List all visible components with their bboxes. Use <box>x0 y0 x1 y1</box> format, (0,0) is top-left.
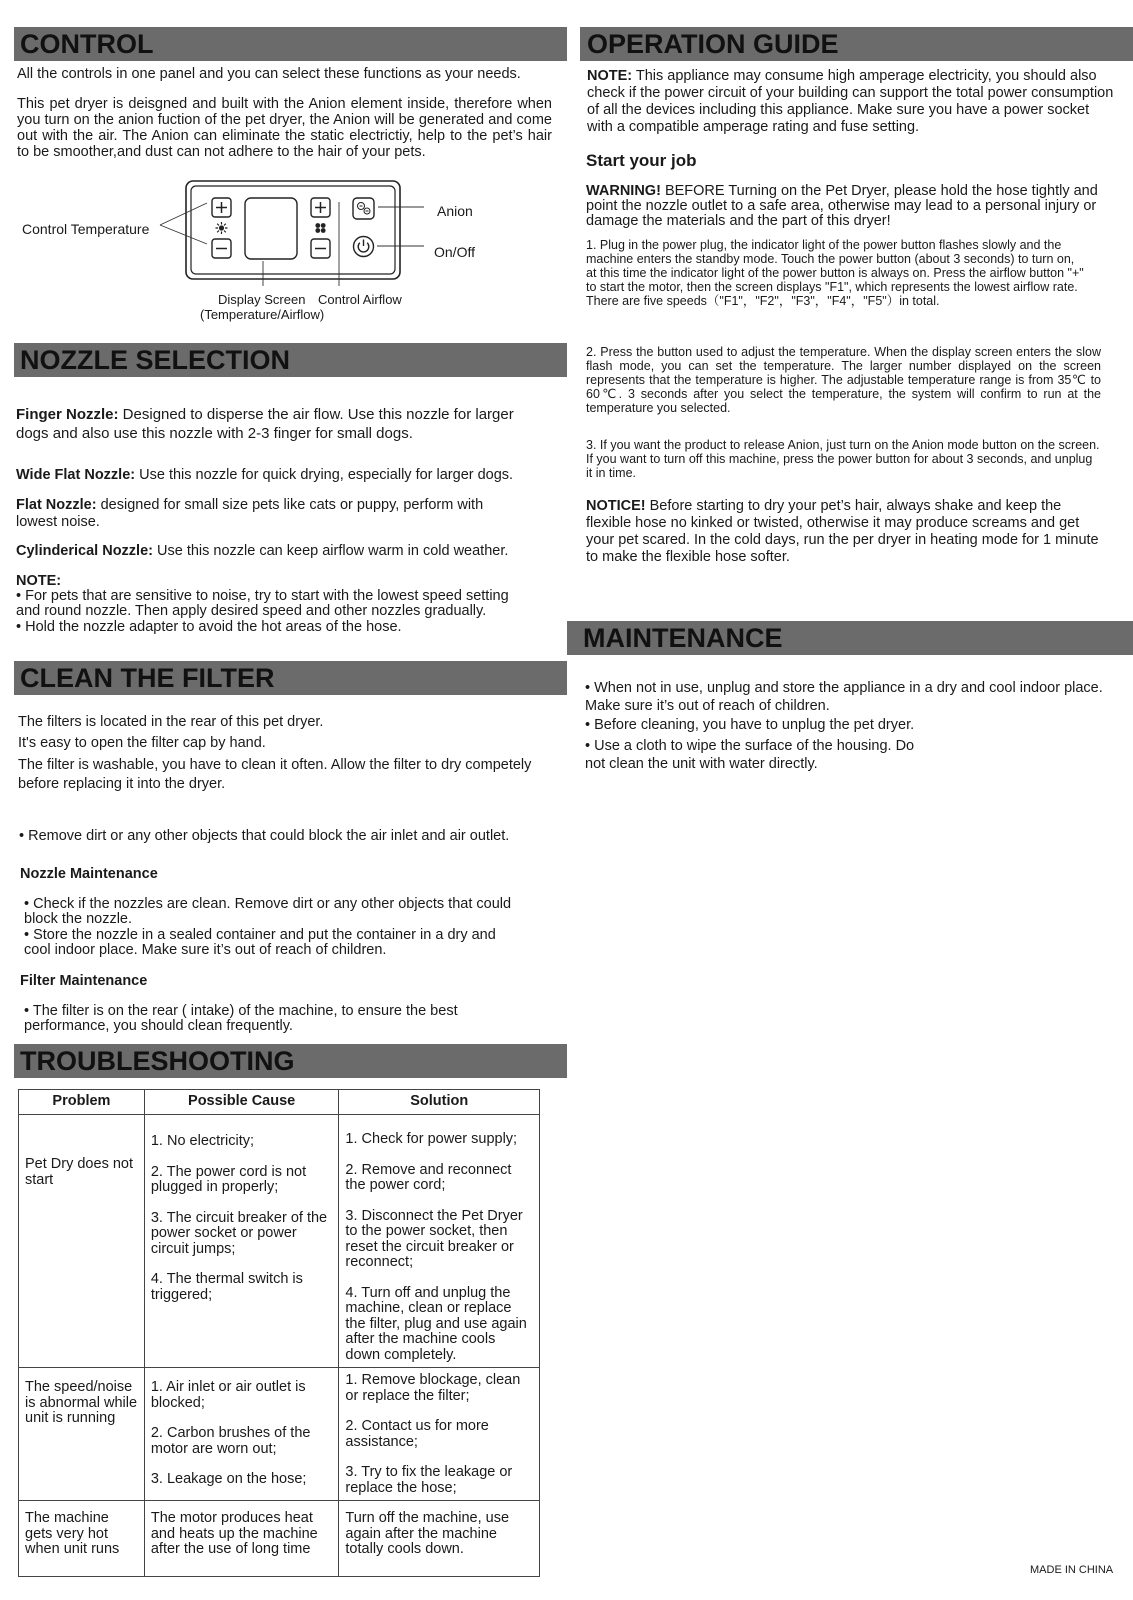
start-your-job-title: Start your job <box>586 151 697 170</box>
cylinderical-nozzle-text <box>16 543 556 559</box>
cause-item: The motor produces heat and heats up the machine after the use of long time <box>150 1510 318 1557</box>
solution-item: 1. Check for power supply; <box>345 1131 518 1147</box>
maintenance-item-1: • When not in use, unplug and store the appliance in a dry and cool indoor place. Make sure it’s out of reach of children. <box>585 679 1105 715</box>
maintenance-item-2: • Before cleaning, you have to unplug the pet dryer. <box>585 717 1105 733</box>
flat-nozzle-title: Flat Nozzle: <box>16 497 97 513</box>
filter-location-text: The filters is located in the rear of this pet dryer. <box>18 714 324 730</box>
solution-item: 4. Turn off and unplug the machine, clean or replace the filter, plug and use again after the machine cools down completely. <box>345 1284 527 1363</box>
label-anion: Anion <box>437 203 473 219</box>
notice-text <box>586 498 1106 566</box>
notice-title: NOTICE! <box>586 498 646 514</box>
nozzle-maintenance-item-2: • Store the nozzle in a sealed container and put the container in a dry and cool indoor place. Make sure it’s out of reach of children. <box>24 928 524 958</box>
problem-cell <box>19 1368 145 1501</box>
solution-item: 1. Remove blockage, clean or replace the filter; <box>345 1372 521 1404</box>
table-header-row <box>19 1090 540 1115</box>
maintenance-item-3: • Use a cloth to wipe the surface of the housing. Do not clean the unit with water directly. <box>585 737 925 773</box>
wide-flat-nozzle-desc: Use this nozzle for quick drying, especially for larger dogs. <box>135 467 514 483</box>
nozzle-note-2: • Hold the nozzle adapter to avoid the hot areas of the hose. <box>16 620 536 635</box>
operation-step-3: 3. If you want the product to release Anion, just turn on the Anion mode button on the screen. If you want to turn off this machine, press the power button for about 3 seconds, and unplug it in time. <box>586 438 1100 480</box>
operation-note-title: NOTE: <box>587 68 633 84</box>
warning-text <box>586 184 1101 229</box>
label-display-screen: Display Screen <box>218 292 306 307</box>
operation-step-2: 2. Press the button used to adjust the temperature. When the display screen enters the slow flash mode, you can set the temperature. The larger number displayed on the screen represents that the temperature is higher. The adjustable temperature range is from 35℃ to 60℃. 3 seconds after you select the temperature, the system will confirm to run at the temperature you selected. <box>586 345 1101 415</box>
wide-flat-nozzle-title: Wide Flat Nozzle: <box>16 467 136 483</box>
column-header-problem: Problem <box>19 1090 145 1115</box>
label-on-off: On/Off <box>434 244 475 260</box>
operation-note-text <box>587 68 1117 136</box>
cause-cell <box>144 1368 339 1501</box>
operation-step-1: 1. Plug in the power plug, the indicator light of the power button flashes slowly and the machine enters the standby mode. Touch the power button (about 3 seconds) to turn on, at this time the indicator light of the power button is always on. Press the airflow button "+" to start the motor, then the screen displays "F1", which represents the lowest airflow rate. There are five speeds（"F1"，"F2"，"F3"，"F4"，"F5"）in total. <box>586 238 1084 308</box>
notice-desc: Before starting to dry your pet’s hair, always shake and keep the flexible hose no kinked or twisted, otherwise it may produce screams and get your pet scared. In the cold days, run the per dryer in heating mode for 1 minute to make the flexible hose softer. <box>586 498 1099 565</box>
finger-nozzle-title: Finger Nozzle: <box>16 406 119 423</box>
control-intro: All the controls in one panel and you can select these functions as your needs. <box>17 66 521 82</box>
table-row <box>19 1501 540 1577</box>
column-header-solution: Solution <box>339 1090 540 1115</box>
filter-remove-dirt-text: • Remove dirt or any other objects that could block the air inlet and air outlet. <box>19 828 564 844</box>
problem-text: The machine gets very hot when unit runs <box>25 1510 120 1557</box>
filter-maintenance-title: Filter Maintenance <box>20 973 148 989</box>
label-control-temperature: Control Temperature <box>22 221 150 237</box>
solution-item: 2. Remove and reconnect the power cord; <box>345 1161 512 1193</box>
cause-item: 3. The circuit breaker of the power socket or power circuit jumps; <box>150 1209 328 1257</box>
column-header-possible-cause: Possible Cause <box>144 1090 339 1115</box>
nozzle-maintenance-item-1: • Check if the nozzles are clean. Remove dirt or any other objects that could block the nozzle. <box>24 897 544 927</box>
solution-item: 3. Disconnect the Pet Dryer to the power socket, then reset the circuit breaker or reconnect; <box>345 1207 523 1270</box>
finger-nozzle-text <box>16 405 546 443</box>
problem-cell <box>19 1115 145 1368</box>
flat-nozzle-text <box>16 497 526 531</box>
operation-guide-header: OPERATION GUIDE <box>580 27 1133 61</box>
cause-item: 1. Air inlet or air outlet is blocked; <box>150 1379 306 1411</box>
solution-item: Turn off the machine, use again after the machine totally cools down. <box>345 1510 510 1557</box>
cause-item: 4. The thermal switch is triggered; <box>150 1271 303 1303</box>
label-display-screen-sub: (Temperature/Airflow) <box>200 307 325 322</box>
warning-title: WARNING! <box>586 183 661 199</box>
solution-cell <box>339 1115 540 1368</box>
control-anion-description: This pet dryer is deisgned and built with the Anion element inside, therefore when you turn on the anion fuction of the pet dryer, the Anion will be generated and come out with the air. The Anion can eliminate the static electrictiy, help to the pet’s hair to be smoother,and dust can not adhere to the hair of your pets. <box>17 96 552 160</box>
cause-cell <box>144 1115 339 1368</box>
cause-cell <box>144 1501 339 1577</box>
label-control-airflow: Control Airflow <box>318 292 402 307</box>
filter-cap-text: It's easy to open the filter cap by hand. <box>18 735 266 751</box>
cylinderical-nozzle-title: Cylinderical Nozzle: <box>16 543 153 559</box>
filter-washable-text: The filter is washable, you have to clean it often. Allow the filter to dry competely before replacing it into the dryer. <box>18 757 532 792</box>
problem-text: The speed/noise is abnormal while unit is running <box>25 1379 138 1426</box>
maintenance-header: MAINTENANCE <box>567 621 1133 655</box>
wide-flat-nozzle-text <box>16 467 556 483</box>
warning-desc: BEFORE Turning on the Pet Dryer, please hold the hose tightly and point the nozzle outlet to a safe area, otherwise may lead to a personal injury or damage the materials and the part of this dryer! <box>586 183 1098 229</box>
problem-text: Pet Dry does not start <box>25 1156 133 1188</box>
table-row <box>19 1368 540 1501</box>
nozzle-selection-header: NOZZLE SELECTION <box>14 343 567 377</box>
finger-nozzle-desc: Designed to disperse the air flow. Use this nozzle for larger dogs and also use this nozzle with 2-3 finger for small dogs. <box>16 406 514 442</box>
operation-note-desc: This appliance may consume high amperage electricity, you should also check if the power circuit of your building can support the total power consumption of all the devices including this appliance. Make sure you have a power socket with a compatible amperage rating and fuse setting. <box>587 68 1114 135</box>
clean-filter-header: CLEAN THE FILTER <box>14 661 567 695</box>
solution-item: 2. Contact us for more assistance; <box>345 1418 489 1450</box>
solution-cell <box>339 1501 540 1577</box>
filter-maintenance-item-1: • The filter is on the rear ( intake) of the machine, to ensure the best performance, you should clean frequently. <box>24 1004 494 1034</box>
cylinderical-nozzle-desc: Use this nozzle can keep airflow warm in cold weather. <box>152 543 509 559</box>
nozzle-note-title: NOTE: <box>16 573 62 589</box>
cause-item: 2. The power cord is not plugged in properly; <box>150 1163 307 1195</box>
nozzle-note-1: • For pets that are sensitive to noise, try to start with the lowest speed setting and round nozzle. Then apply desired speed and other nozzles gradually. <box>16 589 536 619</box>
control-header: CONTROL <box>14 27 567 61</box>
solution-item: 3. Try to fix the leakage or replace the hose; <box>345 1464 513 1496</box>
cause-item: 1. No electricity; <box>150 1133 255 1149</box>
problem-cell <box>19 1501 145 1577</box>
nozzle-maintenance-title: Nozzle Maintenance <box>20 866 158 882</box>
cause-item: 3. Leakage on the hose; <box>150 1471 307 1487</box>
solution-cell <box>339 1368 540 1501</box>
troubleshooting-header: TROUBLESHOOTING <box>14 1044 567 1078</box>
made-in-china-label: MADE IN CHINA <box>1030 1564 1114 1576</box>
flat-nozzle-desc: designed for small size pets like cats or puppy, perform with lowest noise. <box>16 497 484 530</box>
cause-item: 2. Carbon brushes of the motor are worn out; <box>150 1425 311 1457</box>
table-row <box>19 1115 540 1368</box>
troubleshooting-table <box>18 1089 540 1577</box>
